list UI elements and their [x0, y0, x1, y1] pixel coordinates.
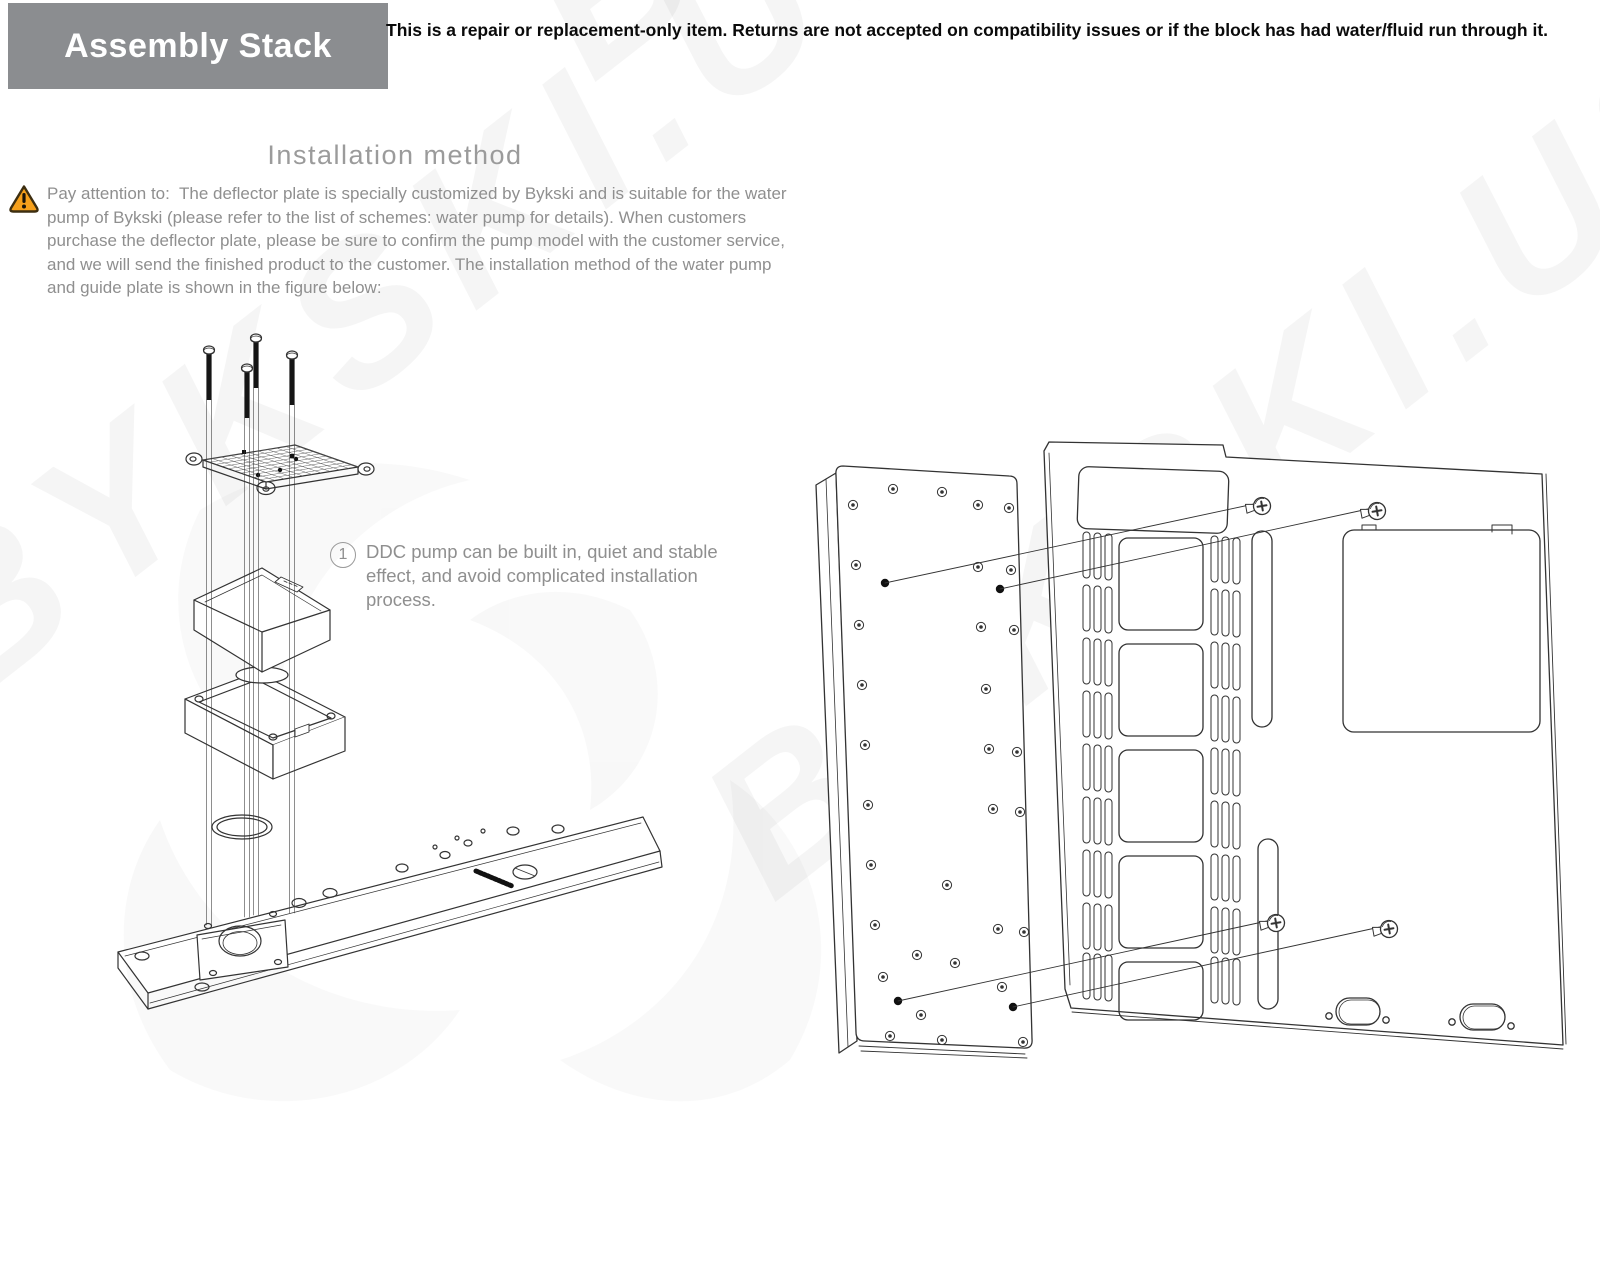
ddc-pump-body: [194, 568, 330, 683]
warning-paragraph: Pay attention to: The deflector plate is specially customized by Bykski and is suitable for the water pump of Bykski (please refer to the list of schemes: water pump for details). When customers purchase the deflector plate, please be sure to confirm the pump model with the customer service, and we will send the finished product to the customer. The installation method of the water pump and guide plate is shown in the figure below:: [47, 184, 792, 297]
pump-bracket: [185, 672, 345, 779]
distro-plate: [816, 466, 1032, 1058]
o-ring: [212, 815, 272, 839]
installation-method-heading: Installation method: [267, 140, 523, 170]
exploded-pump-assembly-diagram: [95, 325, 675, 1025]
finned-top-plate: [186, 445, 374, 495]
return-policy-notice: This is a repair or replacement-only item. Returns are not accepted on compatibility issues or if the block has had water/fluid run through it.: [386, 20, 1549, 40]
header-title-box: [8, 3, 388, 89]
distro-plate-panel-diagram: [795, 415, 1575, 1075]
base-plate: [118, 817, 662, 1009]
note-1-text: DDC pump can be built in, quiet and stable effect, and avoid complicated installation process.: [366, 541, 718, 610]
note-1-number-badge: 1: [330, 542, 356, 568]
warning-triangle-icon: [8, 184, 40, 214]
page-title: Assembly Stack: [64, 26, 332, 65]
mounting-screws: [204, 334, 298, 418]
case-panel: [1044, 442, 1566, 1049]
